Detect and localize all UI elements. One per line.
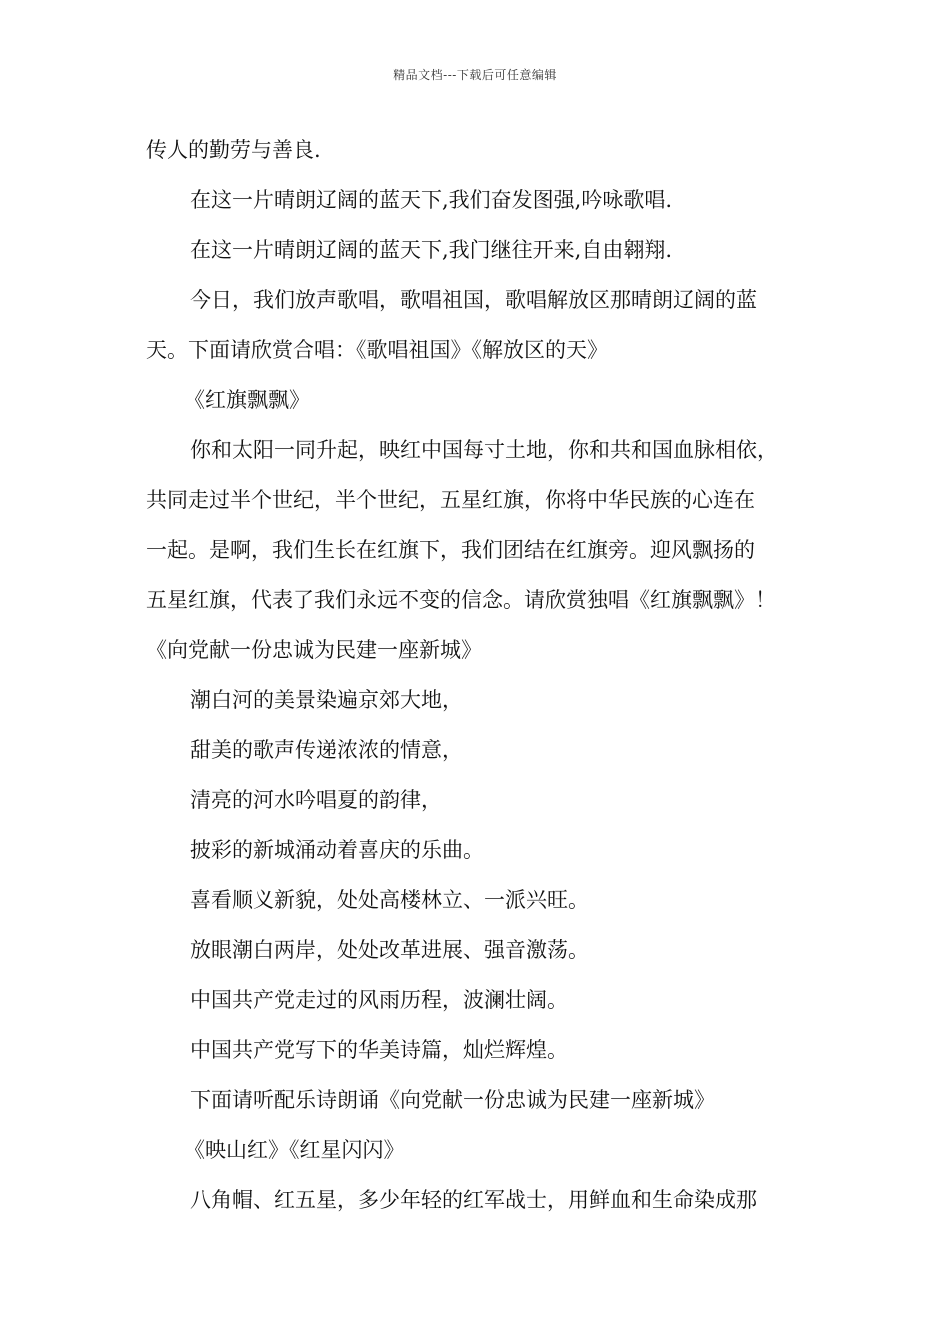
poem-line: 潮白河的美景染遍京郊大地， (190, 688, 463, 712)
paragraph-line: 今日，我们放声歌唱，歌唱祖国，歌唱解放区那晴朗辽阔的蓝 (190, 288, 757, 312)
paragraph-line: 共同走过半个世纪，半个世纪，五星红旗，你将中华民族的心连在 (146, 488, 755, 512)
paragraph-line: 在这一片晴朗辽阔的蓝天下,我门继往开来,自由翱翔. (190, 238, 673, 262)
poem-line: 中国共产党写下的华美诗篇，灿烂辉煌。 (190, 1038, 568, 1062)
paragraph-line: 你和太阳一同升起，映红中国每寸土地，你和共和国血脉相依， (190, 438, 778, 462)
section-title-line: 《向党献一份忠诚为民建一座新城》 (146, 638, 482, 662)
poem-line: 放眼潮白两岸，处处改革进展、强音激荡。 (190, 938, 589, 962)
paragraph-line: 在这一片晴朗辽阔的蓝天下,我们奋发图强,吟咏歌唱. (190, 188, 673, 212)
poem-line: 披彩的新城涌动着喜庆的乐曲。 (190, 838, 484, 862)
poem-line: 甜美的歌声传递浓浓的情意， (190, 738, 463, 762)
song-title-line: 《映山红》《红星闪闪》 (184, 1138, 405, 1162)
paragraph-line: 五星红旗，代表了我们永远不变的信念。请欣赏独唱《红旗飘飘》！ (146, 588, 776, 612)
paragraph-line: 下面请听配乐诗朗诵《向党献一份忠诚为民建一座新城》 (190, 1088, 715, 1112)
paragraph-line: 传人的勤劳与善良. (146, 138, 321, 162)
poem-line: 喜看顺义新貌，处处高楼林立、一派兴旺。 (190, 888, 589, 912)
paragraph-line: 天。下面请欣赏合唱：《歌唱祖国》《解放区的天》 (146, 338, 608, 362)
page-header: 精品文档---下载后可任意编辑 (393, 68, 557, 82)
song-title-line: 《红旗飘飘》 (184, 388, 310, 412)
document-body (146, 125, 814, 1225)
poem-line: 清亮的河水吟唱夏的韵律， (190, 788, 442, 812)
paragraph-line: 八角帽、红五星，多少年轻的红军战士，用鲜血和生命染成那 (190, 1188, 757, 1212)
paragraph-line: 一起。是啊，我们生长在红旗下，我们团结在红旗旁。迎风飘扬的 (146, 538, 755, 562)
poem-line: 中国共产党走过的风雨历程，波澜壮阔。 (190, 988, 568, 1012)
